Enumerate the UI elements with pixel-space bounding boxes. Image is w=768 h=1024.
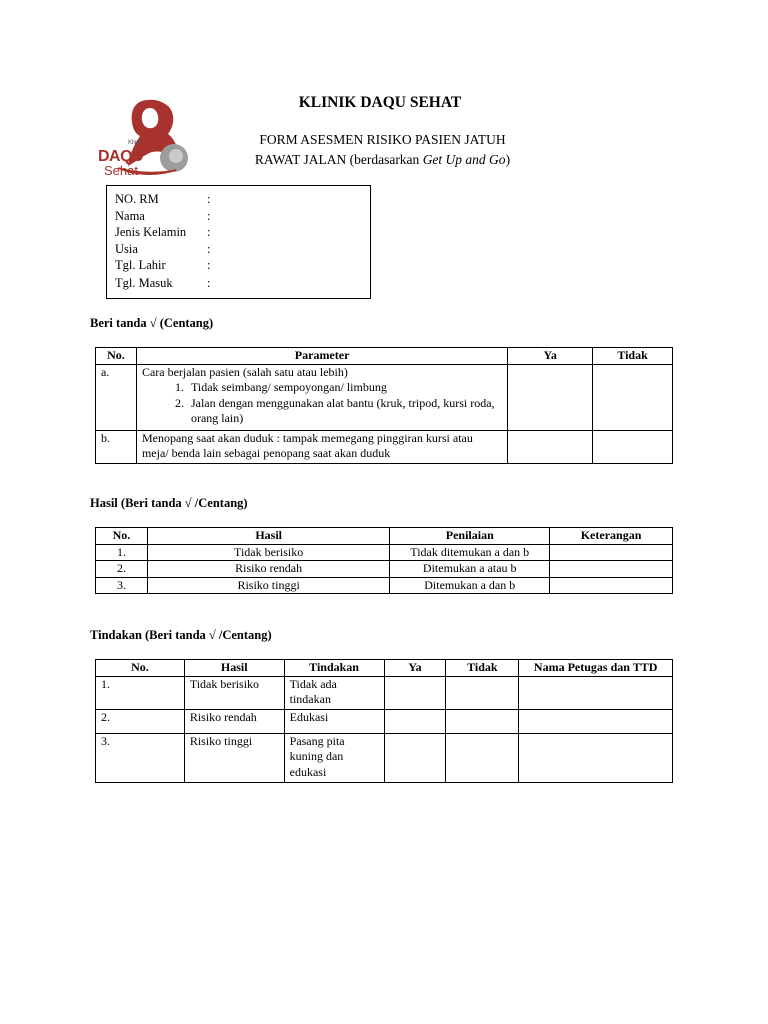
header-petugas: Nama Petugas dan TTD — [519, 660, 673, 677]
patient-field-rm[interactable] — [115, 191, 370, 208]
checkbox-ya-1[interactable] — [384, 676, 446, 709]
row-penilaian: Tidak ditemukan a dan b — [390, 544, 550, 561]
patient-info-box — [106, 185, 371, 299]
row-tindakan: Edukasi — [284, 709, 384, 733]
field-label: Nama — [115, 208, 145, 223]
clinic-name: KLINIK DAQU SEHAT — [298, 94, 462, 111]
row-no: b. — [96, 430, 137, 463]
signature-cell-2[interactable] — [519, 709, 673, 733]
row-penilaian: Ditemukan a dan b — [390, 577, 550, 594]
field-colon: : — [207, 192, 211, 206]
checkbox-tidak-1[interactable] — [446, 676, 519, 709]
parameter-intro: Cara berjalan pasien (salah satu atau lebih) — [141, 364, 348, 379]
checkbox-tidak-b[interactable] — [593, 430, 673, 463]
header-tidak: Tidak — [593, 348, 673, 365]
patient-field-usia[interactable] — [115, 241, 370, 258]
list-item: 2. Jalan dengan menggunakan alat bantu (kruk, tripod, kursi roda, orang lain) — [187, 396, 502, 427]
logo-text: Klinik DAQU Sehat — [98, 140, 144, 178]
checkbox-tidak-3[interactable] — [446, 733, 519, 782]
parameter-list — [142, 380, 502, 427]
checkbox-ya-a[interactable] — [508, 364, 593, 430]
field-colon: : — [207, 258, 211, 273]
row-hasil: Tidak berisiko — [147, 544, 389, 561]
form-title-line1: FORM ASESMEN RISIKO PASIEN JATUH — [259, 132, 506, 147]
row-penilaian: Ditemukan a atau b — [390, 561, 550, 578]
table-row — [96, 430, 673, 463]
form-title-line2-suffix: ) — [505, 152, 511, 167]
table-row — [96, 733, 673, 782]
patient-field-jenis-kelamin[interactable] — [115, 224, 370, 241]
checkbox-ya-3[interactable] — [384, 733, 446, 782]
checkbox-tidak-2[interactable] — [446, 709, 519, 733]
row-tindakan: Tidak ada tindakan — [284, 676, 384, 709]
checkbox-ya-b[interactable] — [508, 430, 593, 463]
header-penilaian: Penilaian — [390, 528, 550, 545]
checkbox-tidak-a[interactable] — [593, 364, 673, 430]
signature-cell-3[interactable] — [519, 733, 673, 782]
checkbox-ya-2[interactable] — [384, 709, 446, 733]
table-row — [96, 577, 673, 594]
table-row — [96, 676, 673, 709]
row-keterangan[interactable] — [550, 544, 673, 561]
form-title — [210, 130, 555, 170]
form-title-line2 — [210, 150, 555, 170]
row-no: 2. — [96, 561, 148, 578]
field-colon: : — [207, 241, 211, 256]
table-row — [96, 561, 673, 578]
field-label: Tgl. Masuk — [115, 275, 173, 290]
row-hasil: Risiko tinggi — [147, 577, 389, 594]
header-no: No. — [96, 660, 185, 677]
header-tindakan: Tindakan — [284, 660, 384, 677]
header-hasil: Hasil — [184, 660, 284, 677]
field-label: Tgl. Lahir — [115, 258, 166, 273]
row-tindakan: Pasang pita kuning dan edukasi — [284, 733, 384, 782]
parameter-table — [95, 347, 673, 464]
table-row — [96, 709, 673, 733]
table-row — [96, 364, 673, 430]
header-hasil: Hasil — [147, 528, 389, 545]
section3-label: Tindakan (Beri tanda √ /Centang) — [90, 628, 272, 642]
row-hasil: Risiko rendah — [147, 561, 389, 578]
row-no: 1. — [96, 544, 148, 561]
row-no: a. — [96, 364, 137, 430]
header-parameter: Parameter — [136, 348, 507, 365]
field-label: Jenis Kelamin — [115, 225, 187, 240]
clinic-logo — [96, 96, 196, 178]
hasil-table — [95, 527, 673, 594]
field-colon: : — [207, 225, 211, 240]
header-ya: Ya — [508, 348, 593, 365]
patient-field-tgl-lahir[interactable] — [115, 257, 370, 274]
header-no: No. — [96, 348, 137, 365]
form-title-line2-prefix: RAWAT JALAN (berdasarkan — [254, 152, 423, 167]
form-title-line2-italic: Get Up and Go — [422, 152, 506, 167]
row-no: 1. — [96, 676, 185, 709]
header-keterangan: Keterangan — [550, 528, 673, 545]
row-no: 2. — [96, 709, 185, 733]
header-ya: Ya — [384, 660, 446, 677]
field-colon: : — [207, 275, 211, 290]
table-row — [96, 544, 673, 561]
patient-field-tgl-masuk[interactable] — [115, 275, 370, 292]
row-no: 3. — [96, 733, 185, 782]
section1-label: Beri tanda √ (Centang) — [90, 316, 214, 330]
row-keterangan[interactable] — [550, 561, 673, 578]
row-no: 3. — [96, 577, 148, 594]
field-label: NO. RM — [115, 192, 159, 206]
field-colon: : — [207, 208, 211, 223]
row-hasil: Risiko tinggi — [184, 733, 284, 782]
patient-field-nama[interactable] — [115, 208, 370, 225]
row-parameter: Menopang saat akan duduk : tampak memegang pinggiran kursi atau meja/ benda lain sebagai penopang saat akan duduk — [136, 430, 507, 463]
row-hasil: Risiko rendah — [184, 709, 284, 733]
table-header-row — [96, 660, 673, 677]
row-keterangan[interactable] — [550, 577, 673, 594]
header-tidak: Tidak — [446, 660, 519, 677]
list-item: 1. Tidak seimbang/ sempoyongan/ limbung — [187, 380, 502, 396]
header-no: No. — [96, 528, 148, 545]
table-header-row — [96, 348, 673, 365]
table-header-row — [96, 528, 673, 545]
tindakan-table — [95, 659, 673, 783]
row-hasil: Tidak berisiko — [184, 676, 284, 709]
field-label: Usia — [115, 241, 138, 256]
signature-cell-1[interactable] — [519, 676, 673, 709]
section2-label: Hasil (Beri tanda √ /Centang) — [90, 496, 248, 510]
row-parameter — [136, 364, 507, 430]
